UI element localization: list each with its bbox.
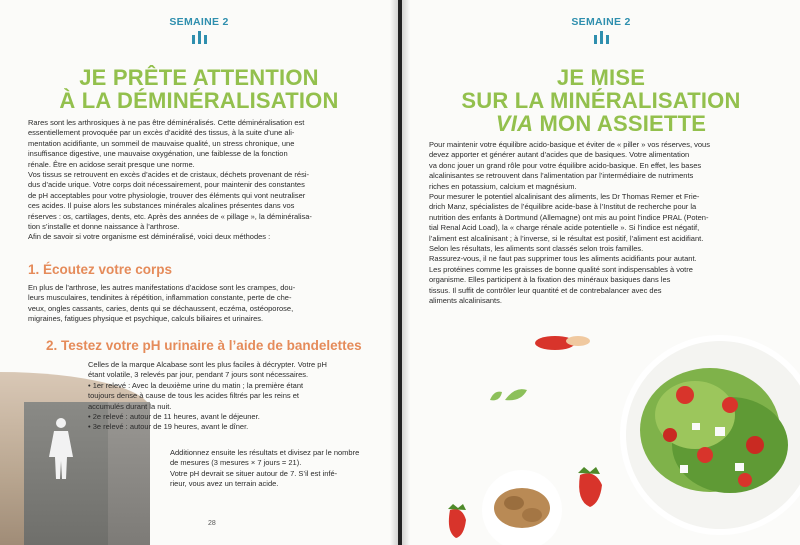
week-bars-icon (0, 31, 398, 44)
section2-line: • 2e relevé : autour de 11 heures, avant le déjeuner. (88, 412, 260, 422)
left-page (0, 0, 398, 545)
right-text-line: drich Manz, spécialistes de l’équilibre acide-base à l’Institut de recherche pour la (429, 202, 697, 212)
section1-line: veux, ongles cassants, caries, dents qui se déchaussent, eczéma, ostéoporose, (28, 303, 294, 313)
section2-line: • 1er relevé : Avec la deuxième urine du matin ; la première étant (88, 380, 304, 390)
woman-restroom-icon (48, 417, 74, 481)
section2-conclusion-line: Additionnez ensuite les résultats et divisez par le nombre (170, 448, 360, 457)
intro-line: Afin de savoir si votre organisme est déminéralisé, voici deux méthodes : (28, 232, 271, 242)
intro-line: essentiellement provoquée par un excès d’acidité des tissus, à la suite d’une ali- (28, 128, 295, 138)
section2-line: • 3e relevé : autour de 19 heures, avant le dîner. (88, 422, 249, 432)
page-number: 28 (208, 520, 216, 527)
week-marker-right (402, 16, 800, 44)
right-text-line: tissus. Il suffit de contrôler leur quantité et de contrebalancer avec des (429, 285, 662, 295)
intro-line: réserves : os, cartilages, dents, etc. Après des années de « pillage », la déminéralisa- (28, 211, 312, 221)
section2-line: Celles de la marque Alcabase sont les plus faciles à décrypter. Votre pH (88, 360, 327, 369)
intro-line: de pH acceptables pour votre physiologie, trouver des éléments qui vont neutraliser (28, 190, 306, 200)
right-page-title: JE MISE SUR LA MINÉRALISATION VIA MON ASSIETTE (461, 65, 741, 136)
book-gutter (390, 0, 410, 545)
week-marker-left (0, 16, 398, 44)
section1-line: leurs musculaires, tendinites à répétition, inflammation constante, perte de che- (28, 293, 292, 303)
intro-line: dus d’acide urique. Votre corps doit nécessairement, pour maintenir des constantes (28, 180, 305, 190)
right-text-line: devez apporter et générer autant d’acides que de basiques. Votre alimentation (429, 150, 690, 160)
section1-line: migraines, fatigues physique et psychique, calculs biliaires et urinaires. (28, 314, 264, 324)
intro-line: Vos tissus se retrouvent en excès d’acides et de cristaux, déchets provenant de rési- (28, 170, 309, 180)
right-text-line: Pour maintenir votre équilibre acido-basique et éviter de « piller » vos réserves, vous (429, 140, 710, 149)
right-text-line: nutrition des enfants à Dortmund (Allemagne) ont mis au point l’indice PRAL (Poten- (429, 212, 709, 222)
right-text-line: organisme. Elles participent à la fixation des minéraux basiques dans les (429, 275, 671, 285)
intro-line: Rares sont les arthrosiques à ne pas être déminéralisés. Cette déminéralisation est (28, 118, 305, 127)
week-bars-icon (402, 31, 800, 44)
left-page-title: JE PRÊTE ATTENTION À LA DÉMINÉRALISATION (59, 65, 339, 113)
section2-paragraph (88, 360, 378, 433)
intro-line: tion s’installe et donne naissance à l’arthrose. (28, 222, 180, 232)
right-text-line: alcalinisantes se retrouvent dans l’alimentation par l’intermédiaire de nutriments (429, 171, 694, 181)
section2-line: étant volatile, 3 relevés par jour, pendant 7 jours sont nécessaires. (88, 370, 309, 380)
right-text-line: Rassurez-vous, il ne faut pas supprimer tous les aliments acidifiants pour autant. (429, 254, 697, 264)
section2-conclusion-line: rieur, vous avez un terrain acide. (170, 479, 279, 489)
section2-conclusion (170, 448, 385, 490)
right-text-line: va donc jouer un grand rôle pour votre équilibre acido-basique. En effet, les bases (429, 160, 702, 170)
right-text-line: riches en potassium, calcium et magnésium. (429, 181, 577, 191)
right-text-line: Selon les résultats, les aliments sont classés selon trois familles. (429, 244, 644, 254)
intro-line: insuffisance digestive, une mauvaise oxygénation, une faiblesse de la fonction (28, 149, 288, 159)
right-text-line: tial Renal Acid Load), la « charge rénale acide potentielle ». Si l’indice est négatif, (429, 223, 700, 233)
section2-line: toujours dense à cause de tous les acides filtrés par les reins et (88, 391, 299, 401)
right-text-line: Les protéines comme les graisses de bonne qualité sont indispensables à votre (429, 264, 693, 274)
week-label: SEMAINE 2 (169, 16, 229, 28)
section-title-test-ph: 2. Testez votre pH urinaire à l’aide de bandelettes (46, 338, 362, 353)
salad-photo (430, 305, 800, 545)
right-text-line: Pour mesurer le potentiel alcalinisant des aliments, les Dr Thomas Remer et Frie- (429, 192, 700, 202)
intro-line: rénale. Être en acidose serait presque une norme. (28, 159, 195, 169)
right-text-line: aliments alcalinisants. (429, 296, 502, 306)
section-title-listen: 1. Écoutez votre corps (28, 262, 173, 277)
section2-line: accumulés durant la nuit. (88, 401, 172, 411)
section2-conclusion-line: Votre pH devrait se situer autour de 7. S’il est infé- (170, 468, 338, 478)
section1-paragraph (28, 283, 373, 325)
intro-line: ces acides. Il puise alors les substances minérales alcalines présentes dans vos (28, 201, 295, 211)
intro-paragraph (28, 118, 373, 243)
right-text-line: l’aliment est alcalinisant ; à l’inverse, si le résultat est positif, l’aliment est acidifiant. (429, 233, 704, 243)
section1-line: En plus de l’arthrose, les autres manifestations d’acidose sont les crampes, dou- (28, 283, 296, 292)
week-label: SEMAINE 2 (571, 16, 631, 28)
section2-conclusion-line: de mesures (3 mesures × 7 jours = 21). (170, 458, 302, 468)
intro-line: mentation acidifiante, un sommeil de mauvaise qualité, un stress chronique, une (28, 138, 295, 148)
salad-plate-image (430, 305, 800, 545)
right-paragraph (429, 140, 779, 307)
